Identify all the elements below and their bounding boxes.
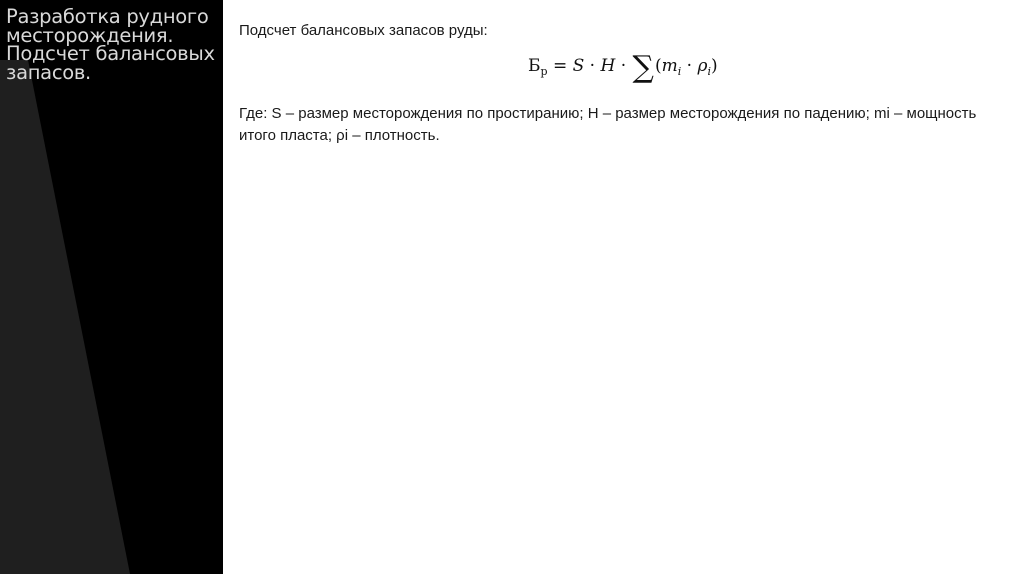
formula-dot: · — [620, 56, 627, 76]
title-sidebar — [0, 0, 223, 574]
summation-symbol: ∑ — [632, 50, 654, 85]
formula-dot: · — [686, 56, 693, 76]
formula-subscript-i: i — [677, 65, 682, 78]
formula-subscript-i: i — [707, 65, 711, 78]
variables-description: Где: S – размер месторождения по простиранию; H – размер месторождения по падению; mi – мощность итого пласта; ρi – плотность. — [239, 105, 977, 144]
slide-title: Разработка рудного месторождения. Подсчет балансовых запасов. — [6, 5, 215, 84]
formula-equals: = — [552, 56, 568, 76]
formula-lhs-subscript: р — [540, 65, 548, 78]
formula-lhs: Б — [528, 56, 541, 76]
formula-var-s: S — [572, 56, 585, 76]
formula-dot: · — [589, 56, 596, 76]
formula-var-rho: ρ — [697, 56, 708, 76]
formula-var-h: H — [600, 56, 616, 76]
formula-close-paren: ) — [711, 56, 718, 76]
formula-var-m: m — [661, 56, 678, 76]
balance-formula — [528, 50, 718, 85]
sidebar-diagonal-stripe — [0, 0, 223, 574]
formula-open-paren: ( — [654, 56, 662, 76]
section-heading: Подсчет балансовых запасов руды: — [239, 22, 488, 39]
slide-content — [223, 0, 1024, 574]
